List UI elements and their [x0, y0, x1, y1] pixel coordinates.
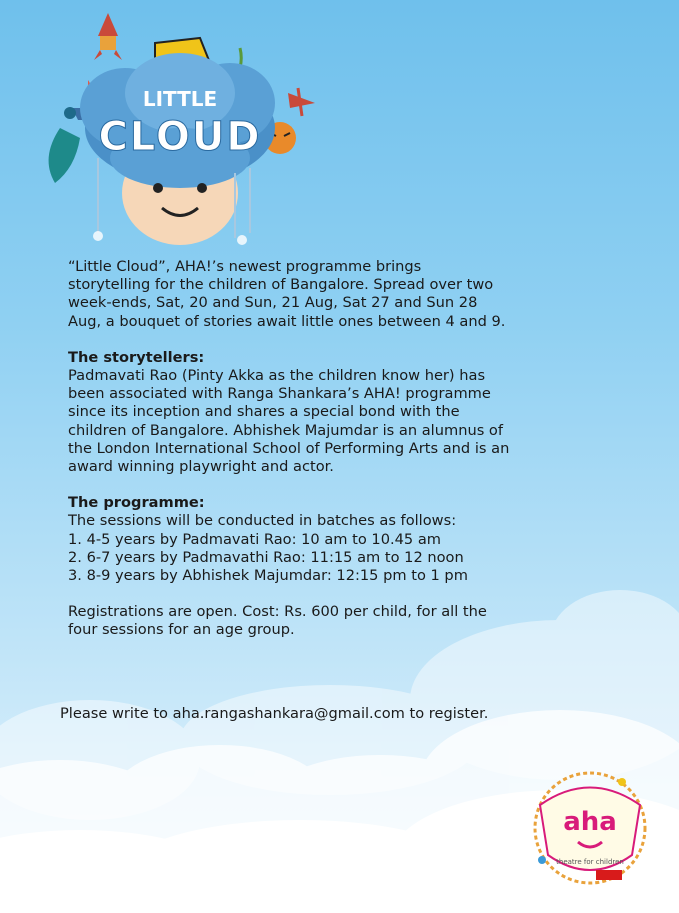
intro-line: storytelling for the children of Bangalore. Spread over two: [68, 276, 494, 294]
contact-prefix: Please write to: [60, 705, 173, 722]
programme-section: [68, 494, 558, 585]
sponsor-badge: [596, 870, 622, 880]
rocket-icon: [94, 13, 122, 60]
storytellers-line: been associated with Ranga Shankara’s AHA! programme: [68, 385, 491, 403]
storytellers-line: award winning playwright and actor.: [68, 458, 334, 476]
intro-line: “Little Cloud”, AHA!’s newest programme brings: [68, 258, 422, 275]
intro-paragraph: [68, 258, 558, 331]
storytellers-line: Padmavati Rao (Pinty Akka as the children know her) has: [68, 367, 486, 385]
programme-heading: The programme:: [68, 494, 205, 512]
storytellers-section: [68, 349, 558, 476]
airplane-icon: [288, 88, 315, 116]
contact-line: [60, 705, 580, 722]
intro-line: week-ends, Sat, 20 and Sun, 21 Aug, Sat 27 and Sun 28: [68, 294, 478, 312]
contact-email-link[interactable]: aha.rangashankara@gmail.com: [172, 705, 405, 722]
storytellers-line: since its inception and shares a special bond with the: [68, 403, 460, 421]
storytellers-line: the London International School of Performing Arts and is an: [68, 439, 510, 457]
programme-item: 3. 8-9 years by Abhishek Majumdar: 12:15 pm to 1 pm: [68, 567, 468, 585]
intro-line: Aug, a bouquet of stories await little ones between 4 and 9.: [68, 312, 506, 330]
registration-section: [68, 603, 558, 639]
programme-intro: The sessions will be conducted in batches as follows:: [68, 512, 457, 530]
little-cloud-logo: [30, 8, 330, 258]
peacock-icon: [49, 107, 80, 183]
storytellers-line: children of Bangalore. Abhishek Majumdar is an alumnus of: [68, 421, 503, 439]
aha-logo-name: aha: [563, 807, 617, 837]
main-content: [68, 258, 558, 640]
storytellers-heading: The storytellers:: [68, 348, 205, 366]
programme-item: 2. 6-7 years by Padmavathi Rao: 11:15 am to 12 noon: [68, 548, 464, 566]
aha-logo-tagline: theatre for children: [556, 858, 624, 866]
registration-line: four sessions for an age group.: [68, 621, 295, 639]
logo-line2: CLOUD: [98, 114, 262, 160]
aha-logo: [520, 760, 660, 895]
registration-line: Registrations are open. Cost: Rs. 600 per child, for all the: [68, 603, 487, 621]
contact-suffix: to register.: [404, 705, 489, 722]
programme-item: 1. 4-5 years by Padmavati Rao: 10 am to 10.45 am: [68, 530, 442, 548]
logo-line1: LITTLE: [142, 87, 218, 111]
